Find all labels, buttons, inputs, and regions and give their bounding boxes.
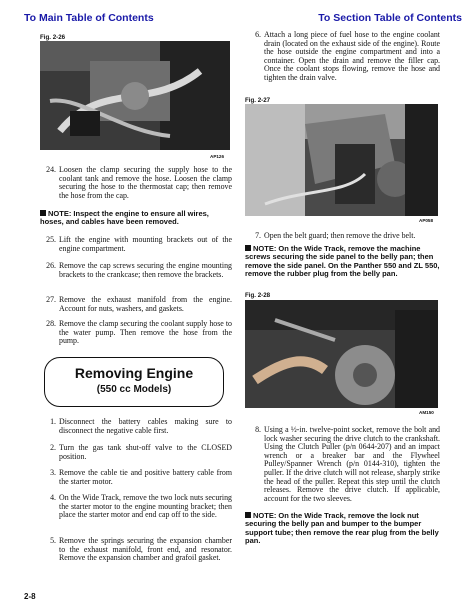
section-heading-box xyxy=(44,357,224,407)
step-number: 5. xyxy=(50,536,56,545)
step-number: 3. xyxy=(50,468,56,477)
list-item xyxy=(40,469,232,486)
list-item xyxy=(40,537,232,563)
step-text: Disconnect the battery cables making sure to disconnect the negative cable first. xyxy=(59,417,232,435)
step-number: 27. xyxy=(46,295,56,304)
list-item xyxy=(245,232,440,241)
section-subtitle: (550 cc Models) xyxy=(96,384,172,395)
note xyxy=(245,245,440,279)
step-text: Using a ½-in. twelve-point socket, remove the bolt and lock washer securing the drive clutch to the crankshaft. Using the Clutch Puller (p/n 0644-207) and an impact wrench or a breaker bar and the Flywheel Pulley/Spanner Wrench (p/n 0144-310), tighten the puller. If the drive clutch will not release, sharply strike the head of the puller. Repeat this step until the clutch releases. Remove the drive clutch. If applicable, account for the two sleeves. xyxy=(264,425,440,503)
step-text: Remove the exhaust manifold from the engine. Account for nuts, washers, and gaskets. xyxy=(59,295,232,313)
figure-label: Fig. 2-26 xyxy=(40,34,66,41)
step-text: Open the belt guard; then remove the drive belt. xyxy=(264,231,416,240)
main-toc-link[interactable]: To Main Table of Contents xyxy=(24,12,154,24)
figure-code: AP126 xyxy=(210,154,225,159)
step-text: Remove the cap screws securing the engine mounting brackets to the crankcase; then remove the brackets. xyxy=(59,261,232,279)
figure-label: Fig. 2-27 xyxy=(245,97,271,104)
list-item xyxy=(40,444,232,461)
note-bullet-icon xyxy=(245,245,251,251)
step-number: 4. xyxy=(50,493,56,502)
list-item xyxy=(40,296,232,313)
step-text: Lift the engine with mounting brackets out of the engine compartment. xyxy=(59,235,232,253)
note-text: NOTE: Inspect the engine to ensure all wires, hoses, and cables have been removed. xyxy=(40,209,209,227)
step-text: On the Wide Track, remove the two lock nuts securing the starter motor to the engine mounting bracket; then place the starter motor and end cap off to the side. xyxy=(59,493,232,520)
step-text: Remove the springs securing the expansion chamber to the exhaust manifold, front end, and resonator. Remove the expansion chamber and grafoil gasket. xyxy=(59,536,232,563)
note-text: NOTE: On the Wide Track, remove the machine screws securing the side panel to the belly pan; then remove the side panel. On the Panther 550 and ZL 550, remove the rubber plug from the belly pan. xyxy=(245,244,440,279)
note-bullet-icon xyxy=(40,210,46,216)
figure-code: AM150 xyxy=(419,410,434,415)
note xyxy=(40,210,232,227)
list-item xyxy=(245,426,440,503)
list-item xyxy=(245,31,440,83)
step-text: Turn the gas tank shut-off valve to the CLOSED position. xyxy=(59,443,232,461)
list-item xyxy=(40,262,232,279)
figure-2-28-photo xyxy=(245,300,438,408)
section-title: Removing Engine xyxy=(74,365,194,381)
section-toc-link[interactable]: To Section Table of Contents xyxy=(318,12,462,24)
list-item xyxy=(40,494,232,520)
step-text: Remove the cable tie and positive battery cable from the starter motor. xyxy=(59,468,232,486)
note-bullet-icon xyxy=(245,512,251,518)
step-number: 25. xyxy=(46,235,56,244)
step-text: Loosen the clamp securing the supply hose to the coolant tank and remove the hose. Loosen the clamp securing the hose to the thermostat cap; then remove the hose from the cap. xyxy=(59,165,232,200)
step-number: 7. xyxy=(255,231,261,240)
list-item xyxy=(40,166,232,200)
note-text: NOTE: On the Wide Track, remove the lock nut securing the belly pan and bumper to the bumper support tube; then remove the rear plug from the belly pan. xyxy=(245,511,439,546)
step-text: Attach a long piece of fuel hose to the engine coolant drain (located on the exhaust side of the engine). Route the hose outside the engine compartment and into a container. Open the drain and remove the filler cap. Once the coolant stops flowing, remove the hose and tighten the drain valve. xyxy=(264,30,440,82)
figure-2-26-photo xyxy=(40,41,230,150)
figure-label: Fig. 2-28 xyxy=(245,292,271,299)
step-number: 28. xyxy=(46,319,56,328)
step-text: Remove the clamp securing the coolant supply hose to the water pump. Then remove the hose from the pump. xyxy=(59,319,232,346)
list-item xyxy=(40,236,232,253)
step-number: 26. xyxy=(46,261,56,270)
step-number: 2. xyxy=(50,443,56,452)
page-number: 2-8 xyxy=(24,592,36,601)
list-item xyxy=(40,320,232,346)
step-number: 24. xyxy=(46,165,56,174)
step-number: 6. xyxy=(255,30,261,39)
list-item xyxy=(40,418,232,435)
figure-code: AP058 xyxy=(419,218,434,223)
step-number: 1. xyxy=(50,417,56,426)
figure-2-27-photo xyxy=(245,104,438,216)
note xyxy=(245,512,440,546)
step-number: 8. xyxy=(255,425,261,434)
